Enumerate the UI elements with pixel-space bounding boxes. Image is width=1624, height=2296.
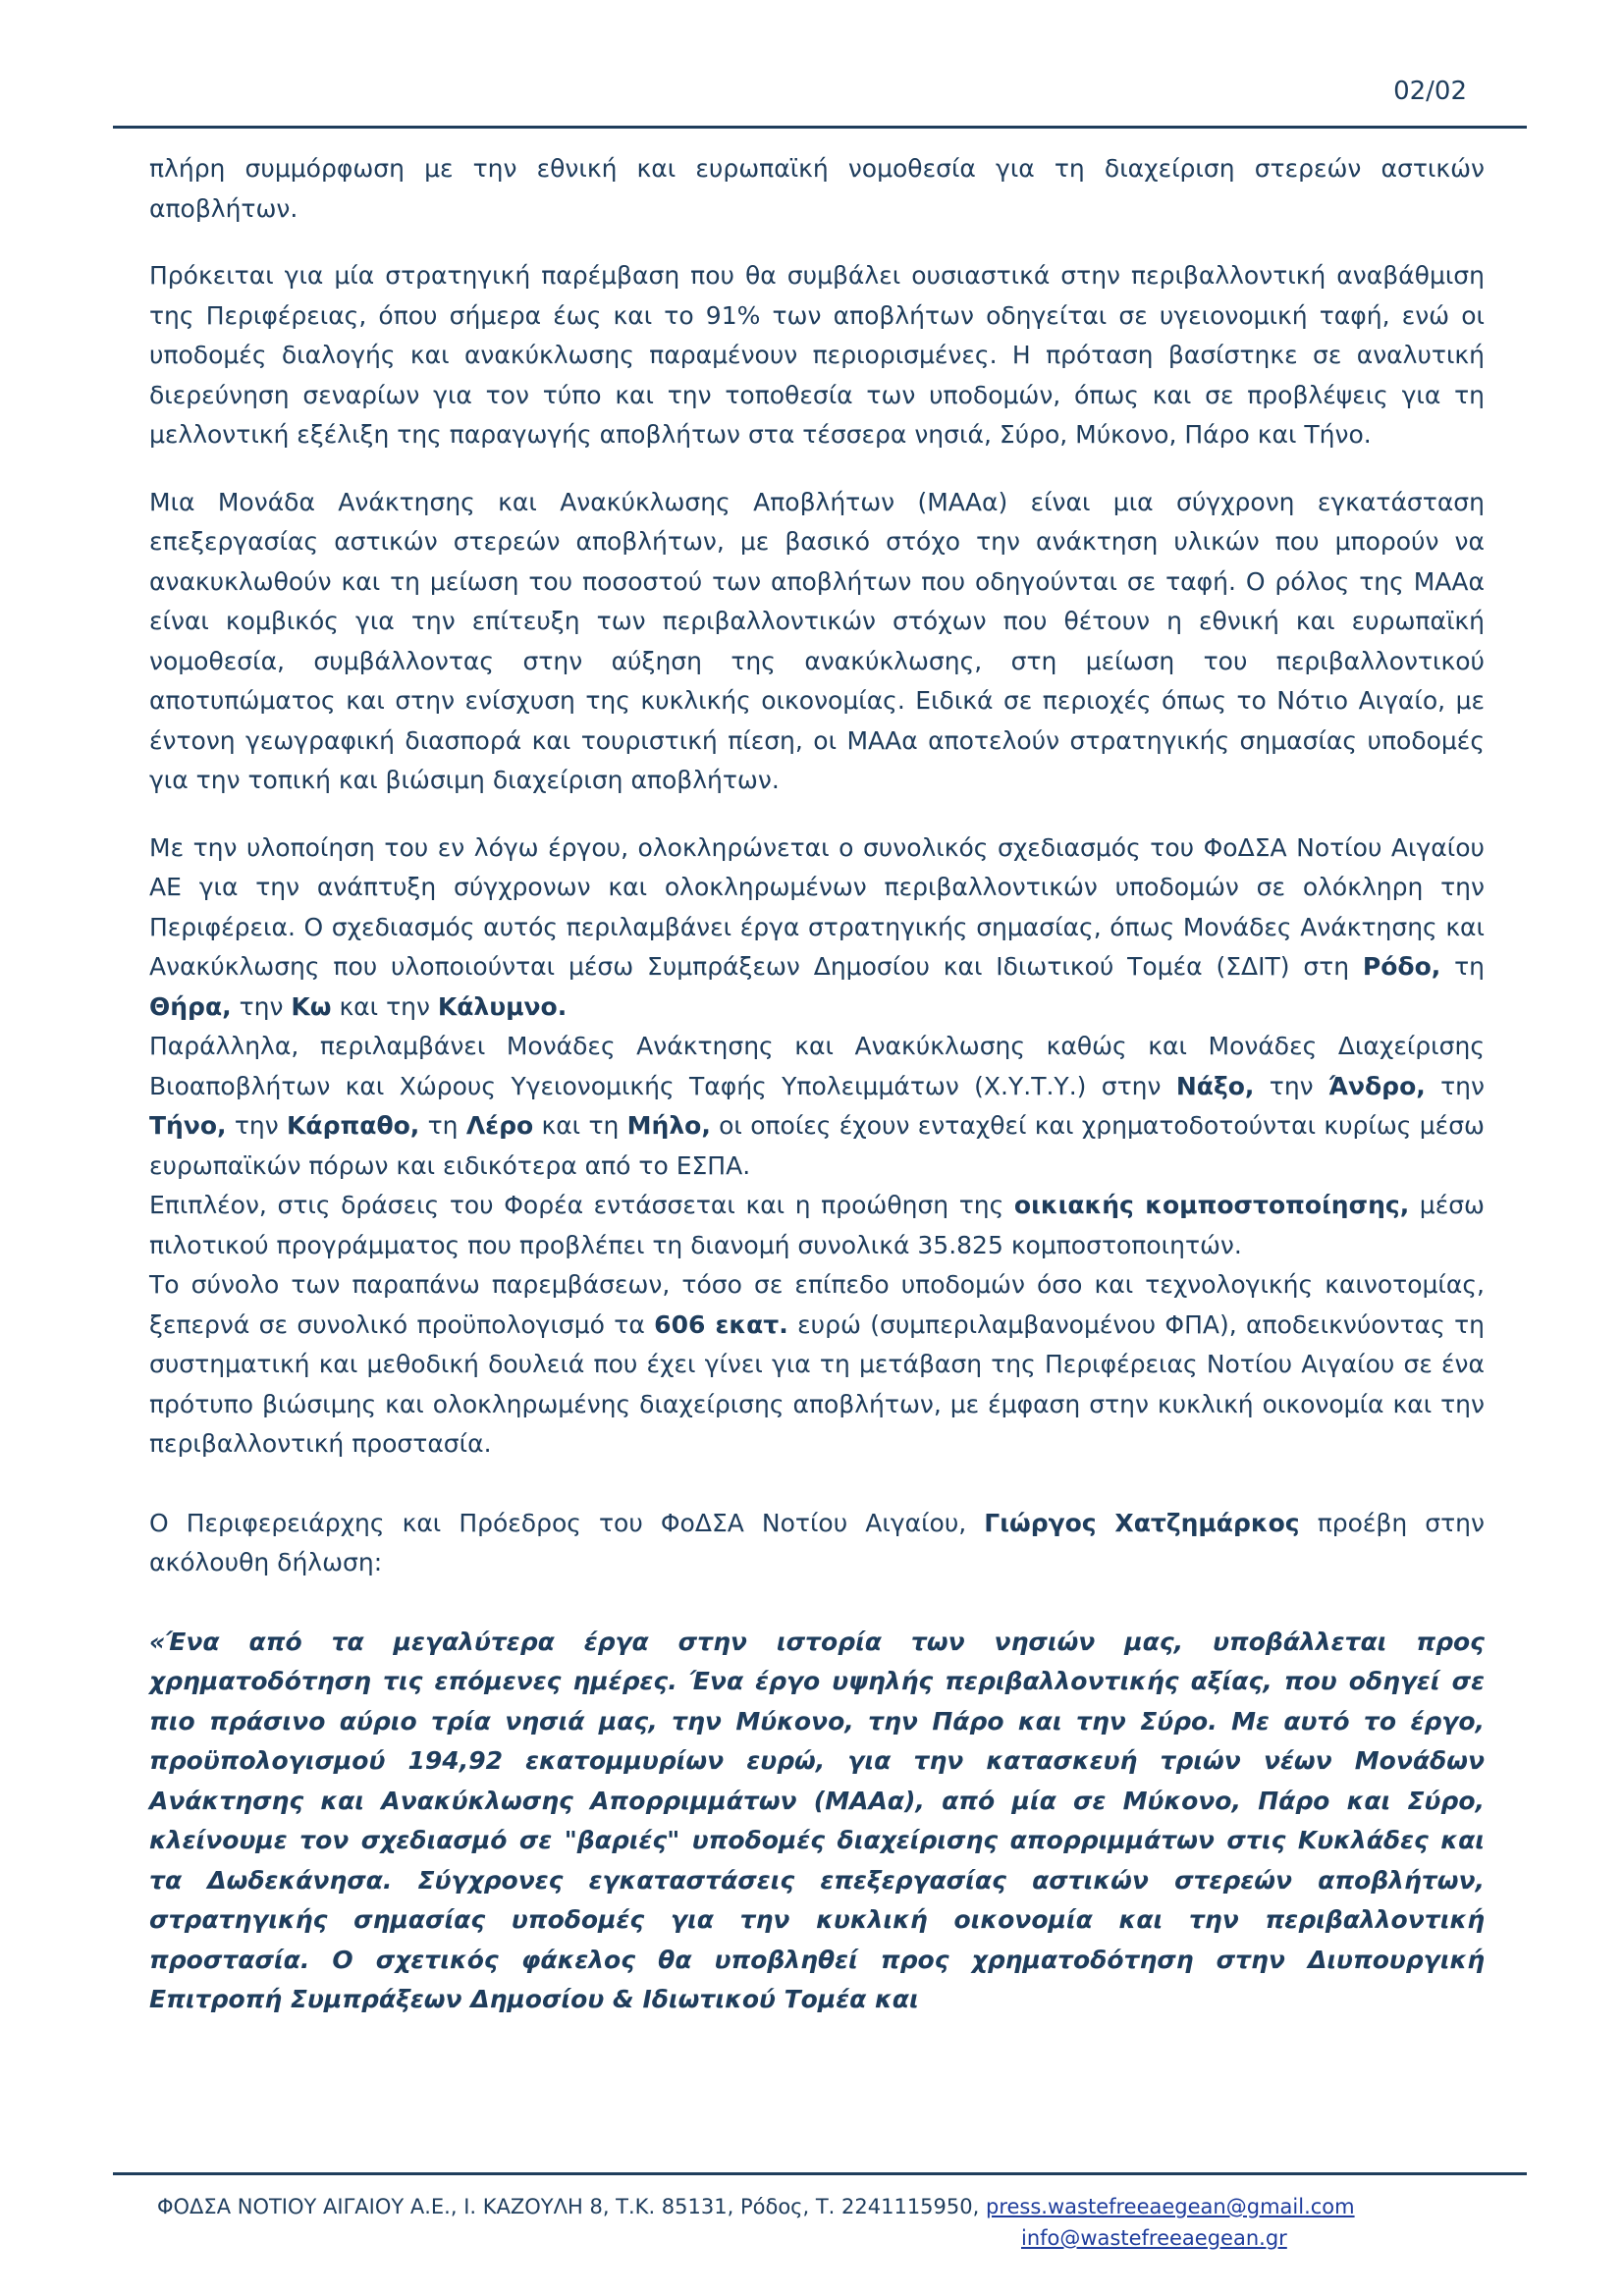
place-tinos: Τήνο, [149,1111,227,1140]
place-rhodes: Ρόδο, [1362,952,1441,981]
footer-contact-row [157,2191,1434,2222]
paragraph-compliance: πλήρη συμμόρφωση με την εθνική και ευρωπαϊκή νομοθεσία για τη διαχείριση στερεών αστικών αποβλήτων. [149,154,1485,223]
paragraph-statement-intro: Ο Περιφερειάρχης και Πρόεδρος του ΦοΔΣΑ Νοτίου Αιγαίου, Γιώργος Χατζημάρκος προέβη στην ακόλουθη δήλωση: [149,1508,1485,1576]
paragraph-maaa-definition: Μια Μονάδα Ανάκτησης και Ανακύκλωσης Αποβλήτων (ΜΑΑα) είναι μια σύγχρονη εγκατάσταση επεξεργασίας αστικών στερεών αποβλήτων, με βασικό στόχο την ανάκτηση υλικών που μπορούν να ανακυκλωθούν και τη μείωση του ποσοστού των αποβλήτων που οδηγούνται σε ταφή. Ο ρόλος της ΜΑΑα είναι κομβικός για την επίτευξη των περιβαλλοντικών στόχων που θέτουν η εθνική και ευρωπαϊκή νομοθεσία, συμβάλλοντας στην αύξηση της ανακύκλωσης, στη μείωση του περιβαλλοντικού αποτυπώματος και στην ενίσχυση της κυκλικής οικονομίας. Ειδικά σε περιοχές όπως το Νότιο Αιγαίο, με έντονη γεωγραφική διασπορά και τουριστική πίεση, οι ΜΑΑα αποτελούν στρατηγικής σημασίας υποδομές για την τοπική και βιώσιμη διαχείριση αποβλήτων. [149,487,1485,794]
home-composting-highlight: οικιακής κομποστοποίησης, [1013,1191,1410,1219]
paragraph-strategic-intervention: Πρόκειται για μία στρατηγική παρέμβαση που θα συμβάλει ουσιαστικά στην περιβαλλοντική αναβάθμιση της Περιφέρειας, όπου σήμερα έως και το 91% των αποβλήτων οδηγείται σε υγειονομική ταφή, ενώ οι υποδομές διαλογής και ανακύκλωσης παραμένουν περιορισμένες. Η πρόταση βασίστηκε σε αναλυτική διερεύνηση σεναρίων για τον τύπο και την τοποθεσία των υποδομών, όπως και σε προβλέψεις για τη μελλοντική εξέλιξη της παραγωγής αποβλήτων στα τέσσερα νησιά, Σύρο, Μύκονο, Πάρο και Τήνο. [149,261,1485,449]
governor-quote: «Ένα από τα μεγαλύτερα έργα στην ιστορία των νησιών μας, υποβάλλεται προς χρηματοδότηση τις επόμενες ημέρες. Ένα έργο υψηλής περιβαλλοντικής αξίας, που οδηγεί σε πιο πράσινο αύριο τρία νησιά μας, την Μύκονο, την Πάρο και την Σύρο. Με αυτό το έργο, προϋπολογισμού 194,92 εκατομμυρίων ευρώ, για την κατασκευή τριών νέων Μονάδων Ανάκτησης και Ανακύκλωσης Απορριμμάτων (ΜΑΑα), από μία σε Μύκονο, Πάρο και Σύρο, κλείνουμε τον σχεδιασμό σε "βαριές" υποδομές διαχείρισης απορριμμάτων στις Κυκλάδες και τα Δωδεκάνησα. Σύγχρονες εγκαταστάσεις επεξεργασίας αστικών στερεών αποβλήτων, στρατηγικής σημασίας υποδομές για την κυκλική οικονομία και την περιβαλλοντική προστασία. Ο σχετικός φάκελος θα υποβληθεί προς χρηματοδότηση στην Διυπουργική Επιτροπή Συμπράξεων Δημοσίου & Ιδιωτικού Τομέα και [149,1627,1485,2013]
info-email-link[interactable]: info@wastefreeaegean.gr [1021,2226,1287,2250]
place-leros: Λέρο [465,1111,534,1140]
governor-name: Γιώργος Χατζημάρκος [984,1508,1300,1537]
paragraph-composting: Επιπλέον, στις δράσεις του Φορέα εντάσσεται και η προώθηση της οικιακής κομποστοποίησης, μέσω πιλοτικού προγράμματος που προβλέπει τη διανομή συνολικά 35.825 κομποστοποιητών. [149,1191,1485,1259]
place-kalymnos: Κάλυμνο. [437,991,568,1021]
document-body [149,149,1485,2048]
page-number: 02/02 [1393,77,1467,106]
press-email-link[interactable]: press.wastefreeaegean@gmail.com [986,2195,1355,2218]
budget-amount: 606 εκατ. [654,1309,788,1339]
place-kos: Κω [291,991,332,1021]
footer [157,2191,1434,2254]
place-karpathos: Κάρπαθο, [287,1111,420,1140]
header-divider [113,126,1527,129]
footer-info-row [157,2222,1434,2254]
place-andros: Άνδρο, [1328,1071,1426,1100]
paragraph-total-budget: Το σύνολο των παραπάνω παρεμβάσεων, τόσο σε επίπεδο υποδομών όσο και τεχνολογικής καινοτομίας, ξεπερνά σε συνολικό προϋπολογισμό τα 606 εκατ. ευρώ (συμπεριλαμβανομένου ΦΠΑ), αποδεικνύοντας τη συστηματική και μεθοδική δουλειά που έχει γίνει για τη μετάβαση της Περιφέρειας Νοτίου Αιγαίου σε ένα πρότυπο βιώσιμης και ολοκληρωμένης διαχείρισης αποβλήτων, με έμφαση στην κυκλική οικονομία και την περιβαλλοντική προστασία. [149,1270,1485,1458]
paragraph-overall-planning: Με την υλοποίηση του εν λόγω έργου, ολοκληρώνεται ο συνολικός σχεδιασμός του ΦοΔΣΑ Νοτίου Αιγαίου ΑΕ για την ανάπτυξη σύγχρονων και ολοκληρωμένων περιβαλλοντικών υποδομών σε ολόκληρη την Περιφέρεια. Ο σχεδιασμός αυτός περιλαμβάνει έργα στρατηγικής σημασίας, όπως Μονάδες Ανάκτησης και Ανακύκλωσης που υλοποιούνται μέσω Συμπράξεων Δημοσίου και Ιδιωτικού Τομέα (ΣΔΙΤ) στη Ρόδο, τη Θήρα, την Κω και την Κάλυμνο. [149,832,1485,1021]
place-milos: Μήλο, [626,1111,711,1140]
paragraph-additional-units: Παράλληλα, περιλαμβάνει Μονάδες Ανάκτησης και Ανακύκλωσης καθώς και Μονάδες Διαχείρισης Βιοαποβλήτων και Χώρους Υγειονομικής Ταφής Υπολειμμάτων (Χ.Υ.Τ.Υ.) στην Νάξο, την Άνδρο, την Τήνο, την Κάρπαθο, τη Λέρο και τη Μήλο, οι οποίες έχουν ενταχθεί και χρηματοδοτούνται κυρίως μέσω ευρωπαϊκών πόρων και ειδικότερα από το ΕΣΠΑ. [149,1032,1485,1180]
place-thira: Θήρα, [149,991,232,1021]
place-naxos: Νάξο, [1175,1071,1255,1100]
footer-divider [113,2172,1527,2175]
footer-address: ΦΟΔΣΑ ΝΟΤΙΟΥ ΑΙΓΑΙΟΥ Α.Ε., Ι. ΚΑΖΟΥΛΗ 8, Τ.Κ. 85131, Ρόδος, Τ. 2241115950, [157,2195,980,2218]
